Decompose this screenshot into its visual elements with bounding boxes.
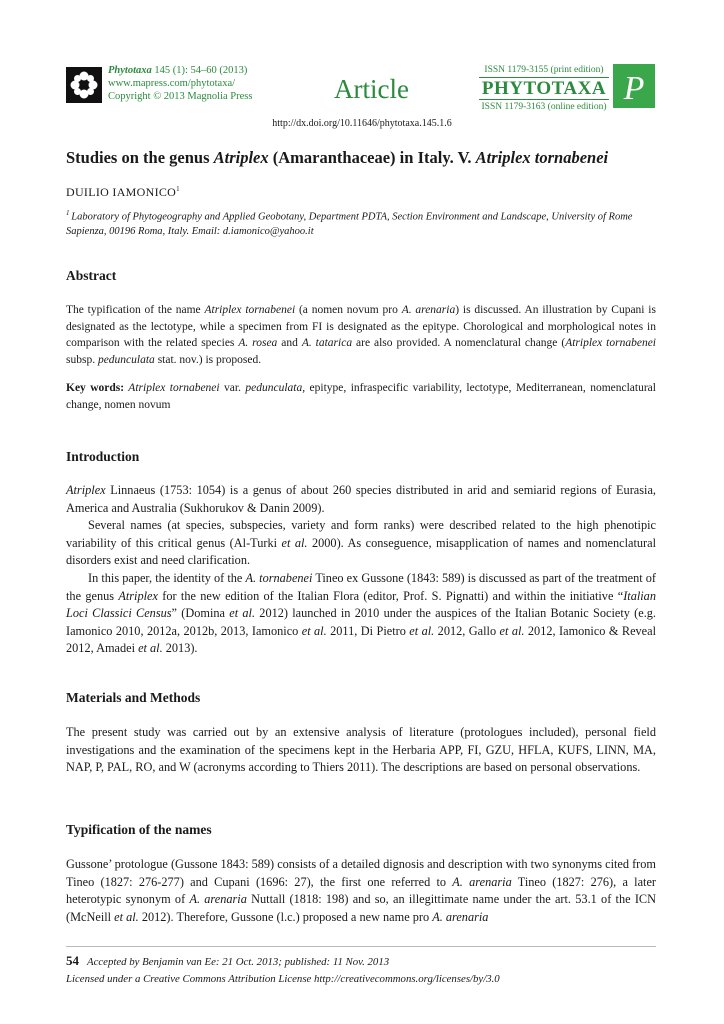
journal-url[interactable]: www.mapress.com/phytotaxa/ xyxy=(108,78,236,89)
journal-title: PHYTOTAXA xyxy=(479,77,609,100)
doi-link[interactable]: http://dx.doi.org/10.11646/phytotaxa.145.1.6 xyxy=(272,118,452,129)
abstract-heading: Abstract xyxy=(66,268,117,283)
title-part: (Amaranthaceae) in Italy. V. xyxy=(268,148,476,167)
typification-text: Gussone’ protologue (Gussone 1843: 589) consists of a detailed dignosis and description with two synonyms cited from Tineo (1827: 276-277) and Cupani (1696: 27), the first one referred to A. arenaria Tineo (1827: 276), a later heterotypic synonym of A. arenaria Nuttall (1818: 198) and so, an illegittimate name under the art. 53.1 of the ICN (McNeill et al. 2012). Therefore, Gussone (l.c.) proposed a new name pro A. arenaria xyxy=(66,857,657,924)
article-type-label: Article xyxy=(334,74,409,104)
author-name xyxy=(66,185,180,200)
intro-paragraph-2: Several names (at species, subspecies, variety and form ranks) were described related to the high phenotipic variability of this critical genus (Al-Turki et al. 2000). As conseguence, misapplication of names and nomenclatural disorders exist and need clarification. xyxy=(66,518,656,568)
title-part: Atriplex xyxy=(213,148,269,167)
intro-paragraph-3: In this paper, the identity of the A. tornabenei Tineo ex Gussone (1843: 589) is discussed as part of the treatment of the genus Atriplex for the new edition of the Italian Flora (editor, Prof. S. Pignatti) and within the initiative “Italian Loci Classici Census” (Domina et al. 2012) launched in 2010 under the auspices of the Italian Botanic Society (e.g. Iamonico 2010, 2012a, 2012b, 2013, Iamonico et al. 2011, Di Pietro et al. 2012, Gallo et al. 2012, Iamonico & Reveal 2012, Amadei et al. 2013). xyxy=(66,570,657,656)
journal-info xyxy=(108,64,252,103)
affil-mark: 1 xyxy=(66,209,72,217)
introduction-heading: Introduction xyxy=(66,449,140,464)
accepted-note: Accepted by Benjamin van Ee: 21 Oct. 2013; published: 11 Nov. 2013 xyxy=(87,956,390,968)
journal-citation: 145 (1): 54–60 (2013) xyxy=(151,65,248,76)
article-title xyxy=(66,148,666,168)
author-affiliation xyxy=(66,206,658,239)
keywords: Key words: Atriplex tornabenei var. pedunculata, epitype, infraspecific variability, lectotype, Mediterranean, nomenclatural change, nomen novum xyxy=(66,382,656,411)
typification-heading: Typification of the names xyxy=(66,822,212,837)
copyright-notice: Copyright © 2013 Magnolia Press xyxy=(108,91,253,102)
title-part: Studies on the genus xyxy=(66,148,214,167)
flower-logo-icon xyxy=(66,67,102,103)
logo-letter: P xyxy=(623,70,645,107)
issn-print: ISSN 1179-3155 (print edition) xyxy=(484,65,604,75)
issn-block xyxy=(479,64,609,113)
author-text: DUILIO IAMONICO xyxy=(66,185,177,199)
author-affil-mark: 1 xyxy=(176,185,180,193)
keywords-label: Key words: xyxy=(66,382,125,394)
journal-header xyxy=(66,64,656,114)
phytotaxa-logo-icon xyxy=(613,64,655,108)
affil-text: Laboratory of Phytogeography and Applied Geobotany, Department PDTA, Section Environment and Landscape, University of Rome Sapienza, 00196 Roma, Italy. Email: d.iamonico@yahoo.it xyxy=(66,211,633,237)
page-number: 54 xyxy=(66,953,79,968)
issn-online: ISSN 1179-3163 (online edition) xyxy=(481,102,607,112)
methods-heading: Materials and Methods xyxy=(66,690,201,705)
journal-name: Phytotaxa xyxy=(108,65,152,76)
intro-paragraph-1: Atriplex Linnaeus (1753: 1054) is a genus of about 260 species distributed in arid and semiarid regions of Eurasia, America and Australia (Sukhorukov & Danin 2009). xyxy=(66,483,656,515)
abstract-text: The typification of the name Atriplex tornabenei (a nomen novum pro A. arenaria) is discussed. An illustration by Cupani is designated as the lectotype, while a specimen from FI is designated as the epitype. Chorological and morphological notes in comparison with the related species A. rosea and A. tatarica are also provided. A nomenclatural change (Atriplex tornabenei subsp. pedunculata stat. nov.) is proposed. xyxy=(66,304,656,366)
license-note: Licensed under a Creative Commons Attribution License http://creativecommons.org/licenses/by/3.0 xyxy=(66,973,500,985)
title-part: Atriplex tornabenei xyxy=(475,148,609,167)
page-footer xyxy=(66,952,666,988)
methods-text: The present study was carried out by an extensive analysis of literature (protologues included), personal field investigations and the examination of the specimens kept in the Herbaria APP, FI, GZU, HFLA, KUFS, LINN, MA, NAP, P, PAL, RO, and W (acronyms according to Thiers 2011). The descriptions are based on personal observations. xyxy=(66,725,656,775)
footer-divider xyxy=(66,946,656,947)
introduction-text xyxy=(66,482,656,658)
